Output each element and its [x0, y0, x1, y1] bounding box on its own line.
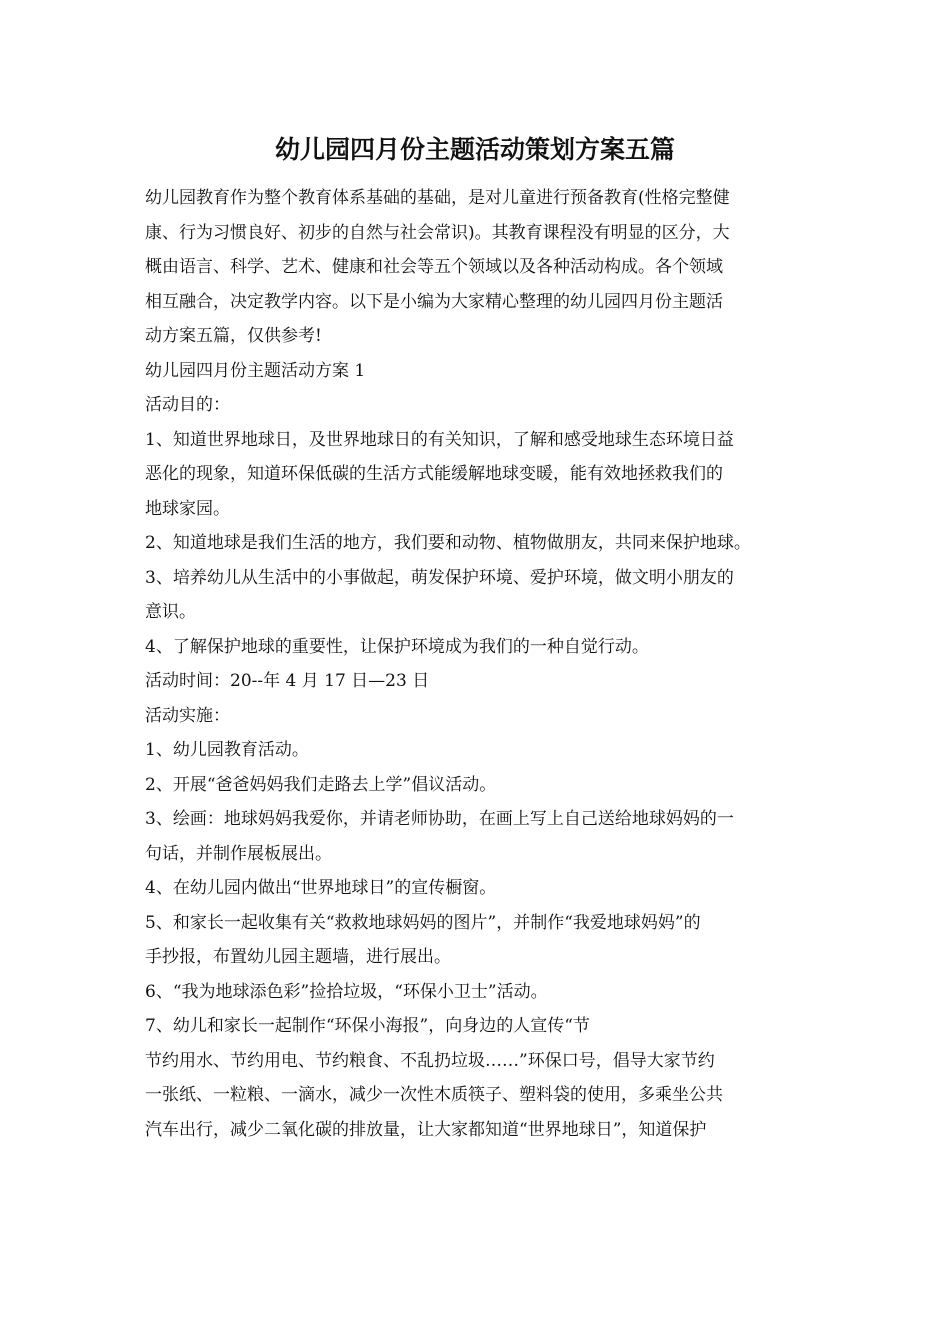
text-line: 康、行为习惯良好、初步的自然与社会常识)。其教育课程没有明显的区分，大: [145, 222, 730, 243]
document-body: [145, 183, 825, 1149]
text-line: 4、在幼儿园内做出“世界地球日”的宣传橱窗。: [145, 878, 497, 898]
text-line: 3、绘画：地球妈妈我爱你，并请老师协助，在画上写上自己送给地球妈妈的一: [145, 809, 734, 829]
text-line: 7、幼儿和家长一起制作“环保小海报”，向身边的人宣传“节: [145, 1016, 590, 1036]
text-line: 1、知道世界地球日，及世界地球日的有关知识，了解和感受地球生态环境日益: [145, 429, 734, 450]
text-line: 相互融合，决定教学内容。以下是小编为大家精心整理的幼儿园四月份主题活: [145, 291, 723, 312]
text-line: 6、“我为地球添色彩”捡拾垃圾，“环保小卫士”活动。: [145, 981, 548, 1002]
text-line: 2、开展“爸爸妈妈我们走路去上学”倡议活动。: [145, 774, 497, 795]
document-title: 幼儿园四月份主题活动策划方案五篇: [274, 135, 675, 164]
text-line: 句话，并制作展板展出。: [145, 843, 332, 864]
text-line: 5、和家长一起收集有关“救救地球妈妈的图片”，并制作“我爱地球妈妈”的: [145, 912, 701, 933]
text-line: 2、知道地球是我们生活的地方，我们要和动物、植物做朋友，共同来保护地球。: [145, 533, 751, 553]
text-line: 地球家园。: [145, 498, 230, 519]
subsection-label: 活动目的：: [145, 395, 230, 415]
text-line: 活动时间：20--年 4 月 17 日—23 日: [145, 671, 430, 691]
text-line: 4、了解保护地球的重要性，让保护环境成为我们的一种自觉行动。: [145, 636, 649, 657]
text-line: 3、培养幼儿从生活中的小事做起，萌发保护环境、爱护环境，做文明小朋友的: [145, 567, 734, 588]
text-line: 手抄报，布置幼儿园主题墙，进行展出。: [145, 947, 451, 967]
text-line: 恶化的现象，知道环保低碳的生活方式能缓解地球变暖，能有效地拯救我们的: [145, 464, 723, 484]
subsection-label: 活动实施：: [145, 705, 230, 726]
text-line: 动方案五篇，仅供参考!: [145, 326, 322, 346]
text-line: 意识。: [145, 602, 196, 622]
text-line: 幼儿园教育作为整个教育体系基础的基础，是对儿童进行预备教育(性格完整健: [145, 188, 730, 208]
text-line: 节约用水、节约用电、节约粮食、不乱扔垃圾……”环保口号，倡导大家节约: [145, 1050, 715, 1071]
text-line: 汽车出行，减少二氧化碳的排放量，让大家都知道“世界地球日”，知道保护: [145, 1119, 707, 1140]
text-line: 1、幼儿园教育活动。: [145, 740, 309, 760]
text-line: 概由语言、科学、艺术、健康和社会等五个领域以及各种活动构成。各个领域: [145, 257, 723, 277]
section-heading: 幼儿园四月份主题活动方案 1: [145, 360, 366, 381]
text-line: 一张纸、一粒粮、一滴水，减少一次性木质筷子、塑料袋的使用，多乘坐公共: [145, 1085, 723, 1105]
